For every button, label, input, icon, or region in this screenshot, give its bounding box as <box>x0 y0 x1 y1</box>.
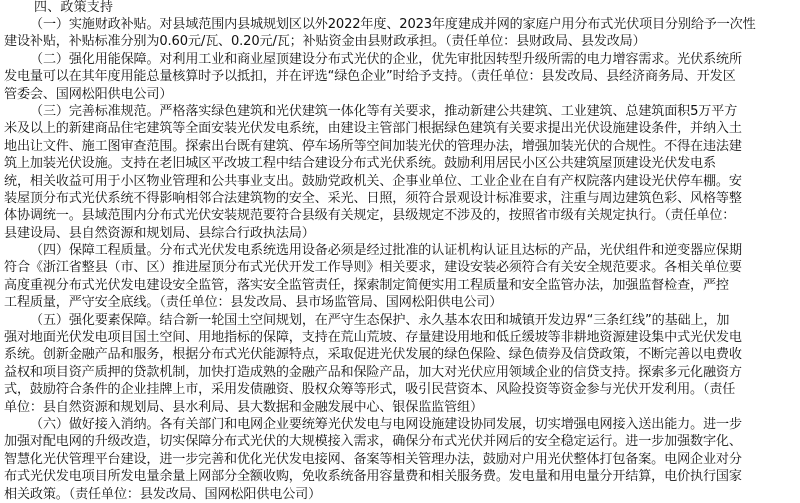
text-line: （五）强化要素保障。结合新一轮国土空间规划，在严守生态保护、永久基本农田和城镇开发边界“三条红线”的基础上，加 <box>30 312 730 328</box>
text-line: 装屋顶分布式光伏系统不得影响相邻合法建筑物的安全、采光、日照，须符合景观设计标准要求，注重与周边建筑色彩、风格等整 <box>4 190 742 206</box>
text-line: 相关政策。（责任单位：县发改局、国网松阳供电公司） <box>4 486 322 502</box>
text-line: 布式光伏发电项目所发电量余量上网部分全额收购，免收系统备用容量费和相关服务费。发电量和用电量分开结算，电价执行国家 <box>4 469 742 485</box>
text-line: 式，鼓励符合条件的企业挂牌上市，采用发债融资、股权众筹等形式，吸引民营资本、风险投资等资金参与光伏开发利用。（责任 <box>4 382 736 398</box>
text-line: （三）完善标准规范。严格落实绿色建筑和光伏建筑一体化等有关要求，推动新建公共建筑、工业建筑、总建筑面积5万平方 <box>30 103 738 119</box>
text-line: 管委会、国网松阳供电公司） <box>4 86 173 102</box>
text-line: 益权和项目资产质押的贷款机制，加快打造成熟的金融产品和保险产品，加大对光伏应用领域企业的信贷支持。探索多元化融资方 <box>4 364 742 380</box>
text-line: 发电量可以在其年度用能总量核算时予以抵扣，并在评选“绿色企业”时给予支持。（责任单位：县发改局、县经济商务局、开发区 <box>4 69 736 85</box>
text-line: （六）做好接入消纳。各有关部门和电网企业要统筹光伏发电与电网设施建设协同发展，切实增强电网接入送出能力。进一步 <box>30 416 742 432</box>
section-heading: 四、政策支持 <box>34 0 114 15</box>
text-line: 加强对配电网的升级改造，切实保障分布式光伏的大规模接入需求，确保分布式光伏并网后的安全稳定运行。进一步加强数字化、 <box>4 434 742 450</box>
text-line: 符合《浙江省整县（市、区）推进屋顶分布式光伏开发工作导则》相关要求，建设安装必须符合有关安全规范要求。各相关单位要 <box>4 260 742 276</box>
text-line: 工程质量，严守安全底线。（责任单位：县发改局、县市场监管局、国网松阳供电公司） <box>4 295 503 311</box>
text-line: 体协调统一。县域范围内分布式光伏安装规范要符合县级有关规定，县级规定不涉及的，按照省市级有关规定执行。（责任单位： <box>4 208 736 224</box>
text-line: 筑上加装光伏设施。支持在老旧城区平改坡工程中结合建设分布式光伏系统。鼓励利用居民小区公共建筑屋顶建设光伏发电系 <box>4 156 716 172</box>
text-line: 建设补贴，补贴标准分别为0.60元/瓦、0.20元/瓦；补贴资金由县财政承担。（责任单位：县财政局、县发改局） <box>4 34 646 50</box>
text-line: 高度重视分布式光伏发电建设安全监管，落实安全监管责任，探索制定简便实用工程质量和安全监管办法，加强监督检查，严控 <box>4 277 729 293</box>
text-line: （四）保障工程质量。分布式光伏发电系统选用设备必须是经过批准的认证机构认证且达标的产品，光伏组件和逆变器应保期 <box>30 243 742 259</box>
policy-document <box>4 0 796 503</box>
text-line: 县建设局、县自然资源和规划局、县综合行政执法局） <box>4 225 315 241</box>
text-line: （二）强化用能保障。对利用工业和商业屋顶建设分布式光伏的企业，优先审批因转型升级所需的电力增容需求。光伏系统所 <box>30 51 742 67</box>
text-line: 统，相关收益可用于小区物业管理和公共事业支出。鼓励党政机关、企事业单位、工业企业在自有产权院落内建设光伏停车棚。安 <box>4 173 742 189</box>
text-line: 米及以上的新建商品住宅建筑等全面安装光伏发电系统，由建设主管部门根据绿色建筑有关要求提出光伏设施建设条件，并纳入土 <box>4 121 742 137</box>
text-line: 智慧化光伏管理平台建设，进一步完善和优化光伏发电接网、备案等相关管理办法，鼓励对户用光伏整体打包备案。电网企业对分 <box>4 451 742 467</box>
text-line: 地出让文件、施工图审查范围。探索出台既有建筑、停车场所等空间加装光伏的管理办法，增强加装光伏的合规性。不得在违法建 <box>4 138 742 154</box>
paragraph-block <box>4 16 796 503</box>
text-line: 系统。创新金融产品和服务，根据分布式光伏能源特点，采取促进光伏发展的绿色保险、绿色债券及信贷政策，不断完善以电费收 <box>4 347 742 363</box>
text-line: 强对地面光伏发电项目国土空间、用地指标的保障，支持在荒山荒坡、存量建设用地和低丘缓坡等非耕地资源建设集中式光伏发电 <box>4 330 742 346</box>
text-line: 单位：县自然资源和规划局、县水利局、县大数据和金融发展中心、银保监监管组） <box>4 399 483 415</box>
text-line: （一）实施财政补贴。对县域范围内县城规划区以外2022年度、2023年度建成并网的家庭户用分布式光伏项目分别给予一次性 <box>30 17 756 32</box>
